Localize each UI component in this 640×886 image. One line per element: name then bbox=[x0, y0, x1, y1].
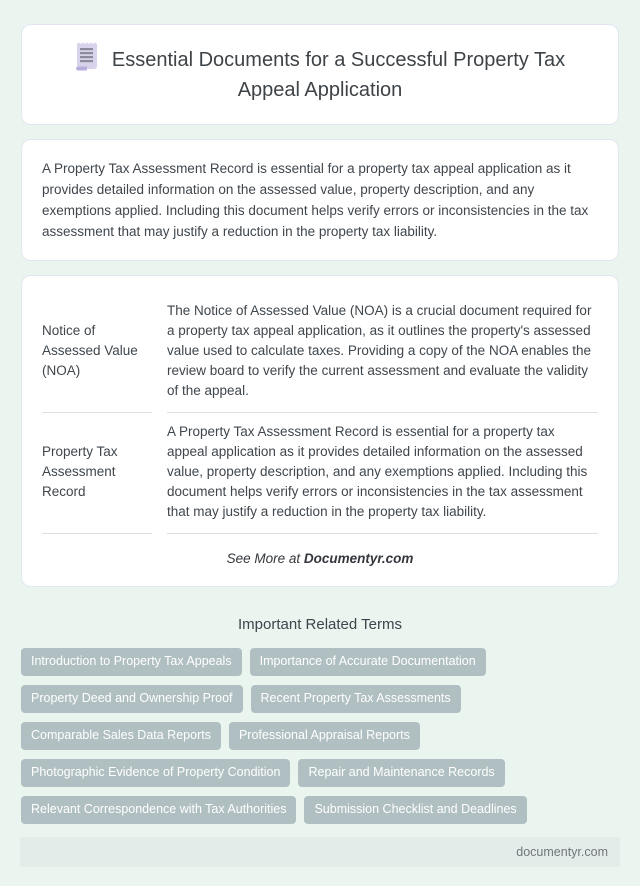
page bbox=[0, 24, 640, 886]
term-tag-property-deed-and-ownership-proof[interactable]: Property Deed and Ownership Proof bbox=[21, 685, 243, 713]
intro-paragraph: A Property Tax Assessment Record is essential for a property tax appeal application as it provides detailed information on the assessed value, property description, and any exemptions applied. Including this document helps verify errors or inconsistencies in the tax assessment that may justify a reduction in the property tax liability. bbox=[42, 161, 589, 239]
table-row bbox=[42, 413, 598, 534]
term-tag-professional-appraisal-reports[interactable]: Professional Appraisal Reports bbox=[229, 722, 420, 750]
term-tag-submission-checklist-and-deadlines[interactable]: Submission Checklist and Deadlines bbox=[304, 796, 526, 824]
term-tag-repair-and-maintenance-records[interactable]: Repair and Maintenance Records bbox=[298, 759, 504, 787]
document-description: A Property Tax Assessment Record is essential for a property tax appeal application as it provides detailed information on the assessed value, property description, and any exemptions applied. Including this document helps verify errors or inconsistencies in the tax assessment that may justify a reduction in the property tax liability. bbox=[167, 413, 598, 534]
page-title-text: Essential Documents for a Successful Property Tax Appeal Application bbox=[111, 49, 566, 101]
title-card bbox=[21, 24, 619, 125]
page-title bbox=[48, 42, 592, 105]
term-tag-comparable-sales-data-reports[interactable]: Comparable Sales Data Reports bbox=[21, 722, 221, 750]
documents-card bbox=[21, 275, 619, 587]
related-terms-heading: Important Related Terms bbox=[238, 616, 402, 633]
term-tag-importance-of-accurate-documentation[interactable]: Importance of Accurate Documentation bbox=[250, 648, 486, 676]
footer-bar bbox=[20, 837, 620, 867]
see-more-site-link[interactable]: Documentyr.com bbox=[303, 551, 414, 566]
term-tag-photographic-evidence-of-property-condition[interactable]: Photographic Evidence of Property Condition bbox=[21, 759, 290, 787]
table-row bbox=[42, 292, 598, 413]
intro-card bbox=[21, 139, 619, 261]
term-tag-introduction-to-property-tax-appeals[interactable]: Introduction to Property Tax Appeals bbox=[21, 648, 242, 676]
document-name: Notice of Assessed Value (NOA) bbox=[42, 292, 152, 413]
document-name: Property Tax Assessment Record bbox=[42, 413, 152, 534]
receipt-icon bbox=[75, 42, 98, 71]
document-description: The Notice of Assessed Value (NOA) is a crucial document required for a property tax appeal application, as it outlines the property's assessed value used to calculate taxes. Providing a copy of the NOA enables the review board to verify the current assessment and evaluate the validity of the appeal. bbox=[167, 292, 598, 413]
footer-site-text: documentyr.com bbox=[516, 845, 608, 859]
related-terms-list bbox=[21, 648, 619, 824]
see-more-prefix: See More at bbox=[226, 551, 304, 566]
see-more-line bbox=[42, 551, 598, 566]
term-tag-relevant-correspondence-with-tax-authorities[interactable]: Relevant Correspondence with Tax Authorities bbox=[21, 796, 296, 824]
term-tag-recent-property-tax-assessments[interactable]: Recent Property Tax Assessments bbox=[251, 685, 461, 713]
